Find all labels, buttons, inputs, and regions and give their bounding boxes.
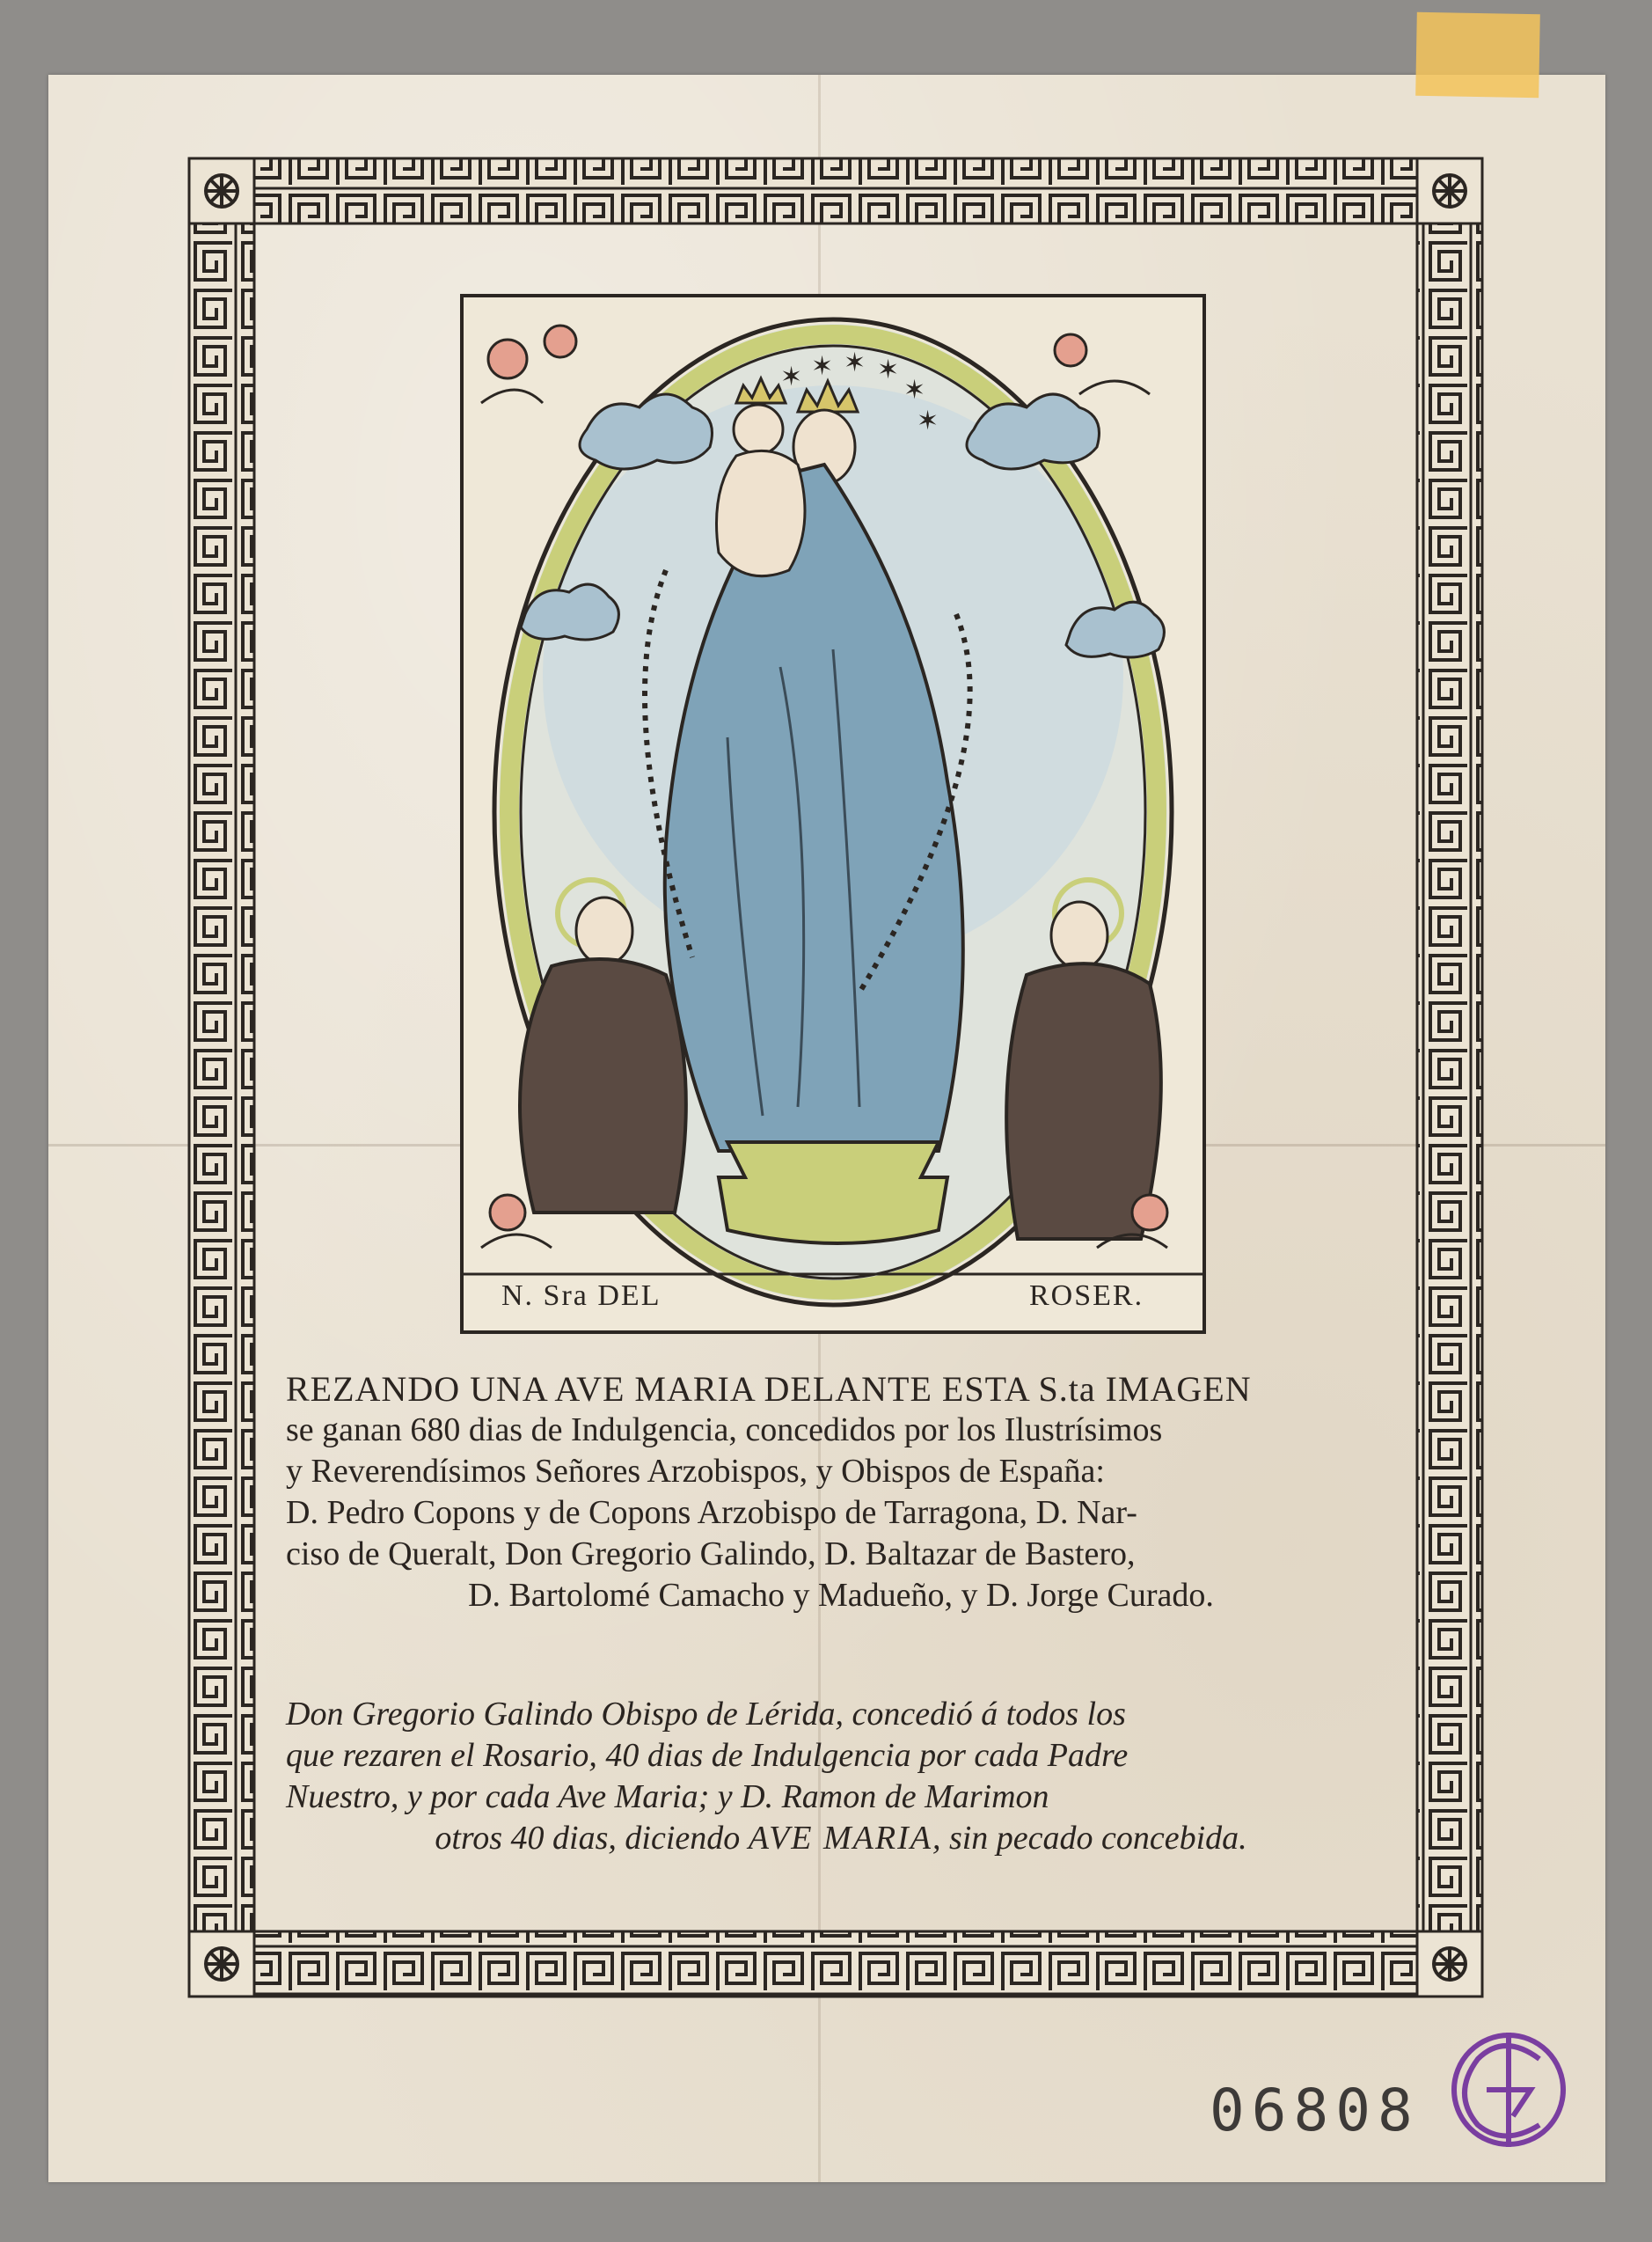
svg-text:✶: ✶ <box>811 352 834 381</box>
body-line: D. Bartolomé Camacho y Madueño, y D. Jorge Curado. <box>468 1577 1214 1614</box>
italic-last-after: , sin pecado concebida. <box>932 1820 1247 1857</box>
body-line: se ganan 680 dias de Indulgencia, concedidos por los Ilustrísimos <box>286 1411 1163 1448</box>
ave-maria-smallcaps: AVE MARIA <box>748 1820 932 1857</box>
italic-last-before: otros 40 dias, diciendo <box>435 1820 749 1857</box>
caption-right: ROSER. <box>1029 1279 1144 1312</box>
italic-line-last <box>286 1818 1396 1859</box>
italic-line: Nuestro, y por cada Ave Maria; y D. Ramon de Marimon <box>286 1778 1049 1815</box>
svg-text:✶: ✶ <box>877 355 900 385</box>
headline: REZANDO UNA AVE MARIA DELANTE ESTA S.ta IMAGEN <box>286 1369 1252 1409</box>
woodcut-print-frame <box>460 294 1206 1334</box>
italic-line: que rezaren el Rosario, 40 dias de Indulgencia por cada Padre <box>286 1737 1129 1774</box>
svg-text:✶: ✶ <box>917 407 939 436</box>
caption-left: N. Sra DEL <box>501 1279 662 1312</box>
svg-text:✶: ✶ <box>903 376 926 405</box>
body-line: y Reverendísimos Señores Arzobispos, y Obispos de España: <box>286 1453 1105 1490</box>
svg-text:✶: ✶ <box>780 363 803 392</box>
monogram-stamp-icon <box>1434 2015 1583 2165</box>
italic-line: Don Gregorio Galindo Obispo de Lérida, concedió á todos los <box>286 1696 1126 1733</box>
svg-text:✶: ✶ <box>844 348 866 377</box>
virgin-of-rosary-illustration <box>464 297 1202 1330</box>
inventory-number: 06808 <box>1210 2077 1420 2144</box>
body-line: D. Pedro Copons y de Copons Arzobispo de Tarragona, D. Nar- <box>286 1494 1137 1531</box>
rosary-indulgence-text <box>286 1694 1396 1859</box>
body-line: ciso de Queralt, Don Gregorio Galindo, D. Baltazar de Bastero, <box>286 1535 1136 1572</box>
indulgence-text <box>286 1368 1396 1616</box>
